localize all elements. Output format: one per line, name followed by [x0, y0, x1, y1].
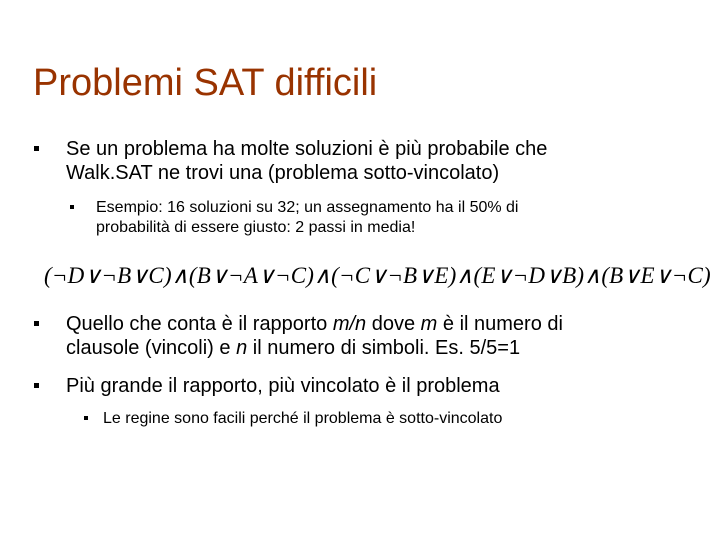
bullet-1-line-1: Se un problema ha molte soluzioni è più probabile che	[66, 138, 548, 160]
bullet-2-text-a: Quello che conta è il rapporto	[66, 313, 333, 335]
ratio-mn: m/n	[332, 313, 367, 335]
bullet-1-1-line-1: Esempio: 16 soluzioni su 32; un assegnamento ha il 50% di	[96, 199, 519, 216]
var-n: n	[236, 337, 248, 360]
slide-title: Problemi SAT difficili	[33, 62, 378, 104]
cnf-formula: (¬D∨¬B∨C)∧(B∨¬A∨¬C)∧(¬C∨¬B∨E)∧(E∨¬D∨B)∧(B∨E∨¬C)	[44, 263, 711, 288]
sub-bullet-marker-icon	[84, 416, 88, 420]
bullet-1	[34, 137, 694, 186]
var-m: m	[420, 313, 438, 335]
bullet-3-text: Più grande il rapporto, più vincolato è il problema	[66, 375, 500, 397]
bullet-1-line-2: Walk.SAT ne trovi una (problema sotto-vincolato)	[66, 162, 500, 185]
sub-bullet-marker-icon	[70, 205, 74, 209]
bullet-2-text-f: clausole (vincoli) e	[66, 337, 237, 360]
bullet-marker-icon	[34, 383, 39, 388]
bullet-3-1	[84, 409, 704, 429]
bullet-2-text-c: dove	[366, 313, 421, 335]
bullet-marker-icon	[34, 146, 39, 151]
bullet-2-line-1	[66, 312, 563, 336]
bullet-2-line-2	[66, 336, 563, 360]
bullet-marker-icon	[34, 321, 39, 326]
bullet-1-1-line-2: probabilità di essere giusto: 2 passi in media!	[96, 218, 416, 236]
bullet-2-text	[66, 312, 563, 361]
bullet-1-1	[70, 198, 690, 237]
bullet-3-1-text: Le regine sono facili perché il problema è sotto-vincolato	[103, 410, 503, 427]
bullet-1-1-text	[96, 198, 518, 237]
bullet-1-text	[66, 137, 547, 186]
bullet-2	[34, 312, 694, 361]
bullet-2-text-g: il numero di simboli. Es. 5/5=1	[247, 337, 521, 360]
bullet-2-text-e: è il numero di	[437, 313, 563, 335]
bullet-3	[34, 374, 694, 398]
